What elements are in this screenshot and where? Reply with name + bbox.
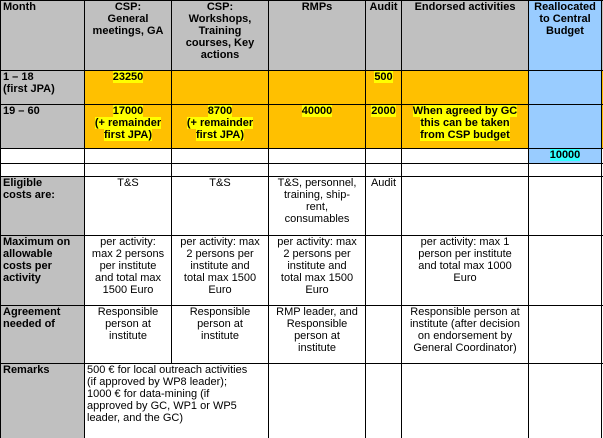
realloc-value-cell (529, 149, 602, 164)
maximum-realloc (529, 236, 602, 306)
spacer-endorsed (402, 164, 529, 177)
value-19-60-audit: 2000 (371, 105, 396, 117)
maximum-rmps: per activity: max 2 persons per institute and total max 1500 Euro (269, 236, 366, 306)
maximum-csp-ga: per activity: max 2 persons per institute and total max 1500 Euro (85, 236, 172, 306)
row-spacer (1, 164, 603, 177)
value-1-18-csp-ga: 23250 (112, 71, 144, 83)
agreement-label: Agreement needed of (1, 306, 85, 364)
cell-19-60-realloc (529, 105, 602, 149)
realloc-endorsed (402, 149, 529, 164)
realloc-value: 10000 (549, 149, 581, 161)
header-audit: Audit (366, 1, 402, 71)
spacer-csp-ga (85, 164, 172, 177)
eligible-rmps: T&S, personnel, training, ship- rent, consumables (269, 177, 366, 236)
cell-19-60-endorsed (402, 105, 529, 149)
spacer-rmps (269, 164, 366, 177)
eligible-audit: Audit (366, 177, 402, 236)
remarks-audit (366, 364, 402, 438)
row-eligible-costs (1, 177, 603, 236)
eligible-label: Eligible costs are: (1, 177, 85, 236)
agreement-audit (366, 306, 402, 364)
month-1-18: 1 – 18 (first JPA) (1, 71, 85, 105)
cell-19-60-csp-ws (172, 105, 269, 149)
value-19-60-endorsed: When agreed by GC this can be taken from CSP budget (412, 105, 518, 141)
row-months-19-60 (1, 105, 603, 149)
cell-19-60-csp-ga (85, 105, 172, 149)
header-endorsed-activities: Endorsed activities (402, 1, 529, 71)
cell-1-18-csp-ws (172, 71, 269, 105)
value-19-60-csp-ws: 8700 (+ remainder first JPA) (186, 105, 254, 141)
realloc-csp-ga (85, 149, 172, 164)
cell-1-18-realloc (529, 71, 602, 105)
cell-1-18-csp-ga (85, 71, 172, 105)
realloc-audit (366, 149, 402, 164)
agreement-realloc (529, 306, 602, 364)
row-maximum-costs (1, 236, 603, 306)
value-19-60-csp-ga: 17000 (+ remainder first JPA) (94, 105, 162, 141)
agreement-csp-ws: Responsible person at institute (172, 306, 269, 364)
month-19-60: 19 – 60 (1, 105, 85, 149)
value-1-18-audit: 500 (374, 71, 393, 83)
header-csp-workshops: CSP: Workshops, Training courses, Key actions (172, 1, 269, 71)
cell-19-60-rmps (269, 105, 366, 149)
realloc-csp-ws (172, 149, 269, 164)
maximum-label: Maximum on allowable costs per activity (1, 236, 85, 306)
header-reallocated: Reallocated to Central Budget (529, 1, 602, 71)
cell-19-60-audit (366, 105, 402, 149)
row-reallocation (1, 149, 603, 164)
agreement-rmps: RMP leader, and Responsible person at institute (269, 306, 366, 364)
cell-1-18-audit (366, 71, 402, 105)
eligible-csp-ga: T&S (85, 177, 172, 236)
spacer-month (1, 164, 85, 177)
realloc-month (1, 149, 85, 164)
header-row (1, 1, 603, 71)
cell-1-18-endorsed (402, 71, 529, 105)
eligible-endorsed (402, 177, 529, 236)
spacer-csp-ws (172, 164, 269, 177)
header-month: Month (1, 1, 85, 71)
eligible-realloc (529, 177, 602, 236)
eligible-csp-ws: T&S (172, 177, 269, 236)
remarks-csp-ga: 500 € for local outreach activities (if approved by WP8 leader); 1000 € for data-mining (if approved by GC, WP1 or WP5 leader, and the GC) (85, 364, 269, 438)
agreement-endorsed: Responsible person at institute (after decision on endorsement by General Coordinator) (402, 306, 529, 364)
spacer-audit (366, 164, 402, 177)
realloc-rmps (269, 149, 366, 164)
remarks-label: Remarks (1, 364, 85, 438)
row-agreement (1, 306, 603, 364)
maximum-audit (366, 236, 402, 306)
header-csp-general-meetings: CSP: General meetings, GA (85, 1, 172, 71)
value-19-60-rmps: 40000 (301, 105, 333, 117)
maximum-csp-ws: per activity: max 2 persons per institute and total max 1500 Euro (172, 236, 269, 306)
row-remarks (1, 364, 603, 438)
remarks-endorsed (402, 364, 529, 438)
agreement-csp-ga: Responsible person at institute (85, 306, 172, 364)
spacer-realloc (529, 164, 602, 177)
remarks-realloc (529, 364, 602, 438)
cell-1-18-rmps (269, 71, 366, 105)
remarks-rmps (269, 364, 366, 438)
maximum-endorsed: per activity: max 1 person per institute and total max 1000 Euro (402, 236, 529, 306)
header-rmps: RMPs (269, 1, 366, 71)
row-months-1-18 (1, 71, 603, 105)
